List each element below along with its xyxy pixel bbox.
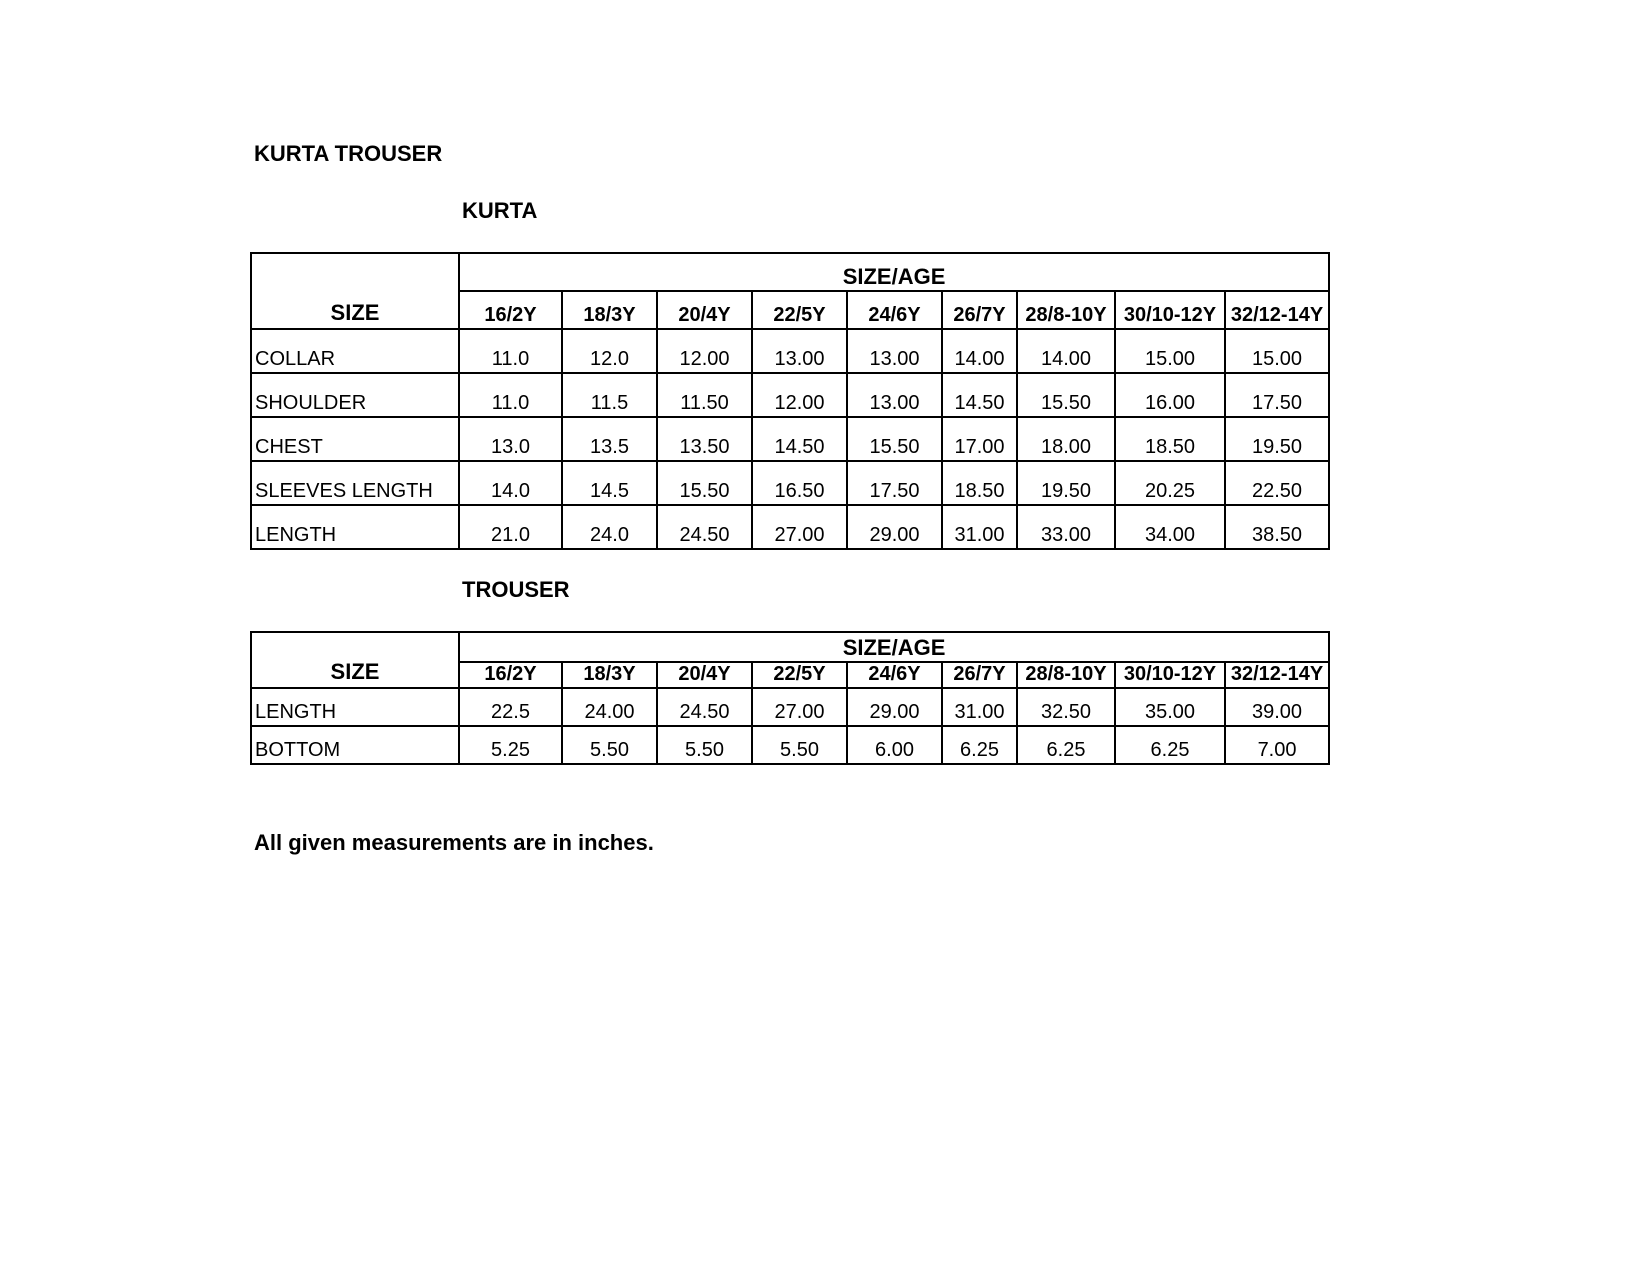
trouser-section-title: TROUSER bbox=[462, 577, 570, 602]
table-cell: 18.00 bbox=[1017, 417, 1115, 461]
row-label: BOTTOM bbox=[251, 726, 459, 764]
table-row bbox=[251, 461, 1329, 505]
trouser-column-header: 26/7Y bbox=[942, 662, 1017, 688]
table-cell: 17.00 bbox=[942, 417, 1017, 461]
table-cell: 33.00 bbox=[1017, 505, 1115, 549]
table-cell: 5.50 bbox=[657, 726, 752, 764]
table-cell: 22.50 bbox=[1225, 461, 1329, 505]
kurta-size-age-header: SIZE/AGE bbox=[459, 253, 1329, 291]
kurta-corner-size-label: SIZE bbox=[251, 253, 459, 329]
trouser-column-header: 18/3Y bbox=[562, 662, 657, 688]
table-cell: 12.0 bbox=[562, 329, 657, 373]
kurta-column-header: 32/12-14Y bbox=[1225, 291, 1329, 329]
kurta-section-title: KURTA bbox=[462, 198, 538, 223]
table-cell: 6.25 bbox=[1115, 726, 1225, 764]
table-cell: 12.00 bbox=[657, 329, 752, 373]
document-title: KURTA TROUSER bbox=[254, 141, 443, 166]
table-cell: 6.25 bbox=[1017, 726, 1115, 764]
table-cell: 39.00 bbox=[1225, 688, 1329, 726]
kurta-column-header: 18/3Y bbox=[562, 291, 657, 329]
row-label: LENGTH bbox=[251, 505, 459, 549]
measurement-note: All given measurements are in inches. bbox=[254, 830, 654, 855]
table-cell: 29.00 bbox=[847, 505, 942, 549]
kurta-column-header: 26/7Y bbox=[942, 291, 1017, 329]
table-cell: 13.50 bbox=[657, 417, 752, 461]
table-cell: 34.00 bbox=[1115, 505, 1225, 549]
trouser-column-header: 22/5Y bbox=[752, 662, 847, 688]
table-cell: 27.00 bbox=[752, 688, 847, 726]
trouser-column-header: 16/2Y bbox=[459, 662, 562, 688]
table-cell: 13.00 bbox=[752, 329, 847, 373]
trouser-column-header: 30/10-12Y bbox=[1115, 662, 1225, 688]
table-cell: 15.00 bbox=[1115, 329, 1225, 373]
table-cell: 31.00 bbox=[942, 688, 1017, 726]
table-cell: 14.00 bbox=[1017, 329, 1115, 373]
table-cell: 24.50 bbox=[657, 505, 752, 549]
row-label: COLLAR bbox=[251, 329, 459, 373]
table-cell: 13.5 bbox=[562, 417, 657, 461]
kurta-column-header: 28/8-10Y bbox=[1017, 291, 1115, 329]
table-cell: 15.50 bbox=[657, 461, 752, 505]
table-cell: 14.50 bbox=[752, 417, 847, 461]
table-cell: 17.50 bbox=[847, 461, 942, 505]
table-cell: 27.00 bbox=[752, 505, 847, 549]
table-row bbox=[251, 505, 1329, 549]
kurta-column-header: 20/4Y bbox=[657, 291, 752, 329]
trouser-size-table bbox=[250, 631, 1330, 765]
table-cell: 11.0 bbox=[459, 329, 562, 373]
table-cell: 5.50 bbox=[562, 726, 657, 764]
trouser-column-header: 32/12-14Y bbox=[1225, 662, 1329, 688]
kurta-size-table bbox=[250, 252, 1330, 550]
trouser-column-header: 24/6Y bbox=[847, 662, 942, 688]
table-row bbox=[251, 726, 1329, 764]
table-cell: 19.50 bbox=[1225, 417, 1329, 461]
trouser-column-header: 20/4Y bbox=[657, 662, 752, 688]
table-cell: 13.00 bbox=[847, 329, 942, 373]
table-cell: 38.50 bbox=[1225, 505, 1329, 549]
trouser-size-age-header: SIZE/AGE bbox=[459, 632, 1329, 662]
table-cell: 19.50 bbox=[1017, 461, 1115, 505]
table-cell: 11.0 bbox=[459, 373, 562, 417]
table-cell: 32.50 bbox=[1017, 688, 1115, 726]
row-label: CHEST bbox=[251, 417, 459, 461]
table-cell: 5.25 bbox=[459, 726, 562, 764]
table-cell: 7.00 bbox=[1225, 726, 1329, 764]
table-cell: 14.0 bbox=[459, 461, 562, 505]
table-cell: 14.50 bbox=[942, 373, 1017, 417]
table-cell: 6.00 bbox=[847, 726, 942, 764]
table-cell: 24.00 bbox=[562, 688, 657, 726]
table-row bbox=[251, 688, 1329, 726]
table-cell: 17.50 bbox=[1225, 373, 1329, 417]
table-cell: 31.00 bbox=[942, 505, 1017, 549]
table-cell: 11.5 bbox=[562, 373, 657, 417]
row-label: LENGTH bbox=[251, 688, 459, 726]
table-cell: 14.00 bbox=[942, 329, 1017, 373]
row-label: SLEEVES LENGTH bbox=[251, 461, 459, 505]
table-cell: 15.50 bbox=[1017, 373, 1115, 417]
trouser-corner-size-label: SIZE bbox=[251, 632, 459, 688]
table-row bbox=[251, 373, 1329, 417]
kurta-column-header: 22/5Y bbox=[752, 291, 847, 329]
table-cell: 16.00 bbox=[1115, 373, 1225, 417]
table-cell: 24.0 bbox=[562, 505, 657, 549]
row-label: SHOULDER bbox=[251, 373, 459, 417]
kurta-column-header: 16/2Y bbox=[459, 291, 562, 329]
table-cell: 16.50 bbox=[752, 461, 847, 505]
table-cell: 29.00 bbox=[847, 688, 942, 726]
table-cell: 5.50 bbox=[752, 726, 847, 764]
table-cell: 15.00 bbox=[1225, 329, 1329, 373]
table-cell: 22.5 bbox=[459, 688, 562, 726]
table-cell: 13.0 bbox=[459, 417, 562, 461]
table-cell: 14.5 bbox=[562, 461, 657, 505]
table-cell: 35.00 bbox=[1115, 688, 1225, 726]
table-cell: 15.50 bbox=[847, 417, 942, 461]
kurta-column-header: 30/10-12Y bbox=[1115, 291, 1225, 329]
table-cell: 18.50 bbox=[1115, 417, 1225, 461]
table-cell: 18.50 bbox=[942, 461, 1017, 505]
table-cell: 24.50 bbox=[657, 688, 752, 726]
table-cell: 6.25 bbox=[942, 726, 1017, 764]
table-row bbox=[251, 329, 1329, 373]
table-cell: 20.25 bbox=[1115, 461, 1225, 505]
table-cell: 12.00 bbox=[752, 373, 847, 417]
table-cell: 11.50 bbox=[657, 373, 752, 417]
kurta-column-header: 24/6Y bbox=[847, 291, 942, 329]
table-cell: 13.00 bbox=[847, 373, 942, 417]
table-cell: 21.0 bbox=[459, 505, 562, 549]
trouser-column-header: 28/8-10Y bbox=[1017, 662, 1115, 688]
table-row bbox=[251, 417, 1329, 461]
